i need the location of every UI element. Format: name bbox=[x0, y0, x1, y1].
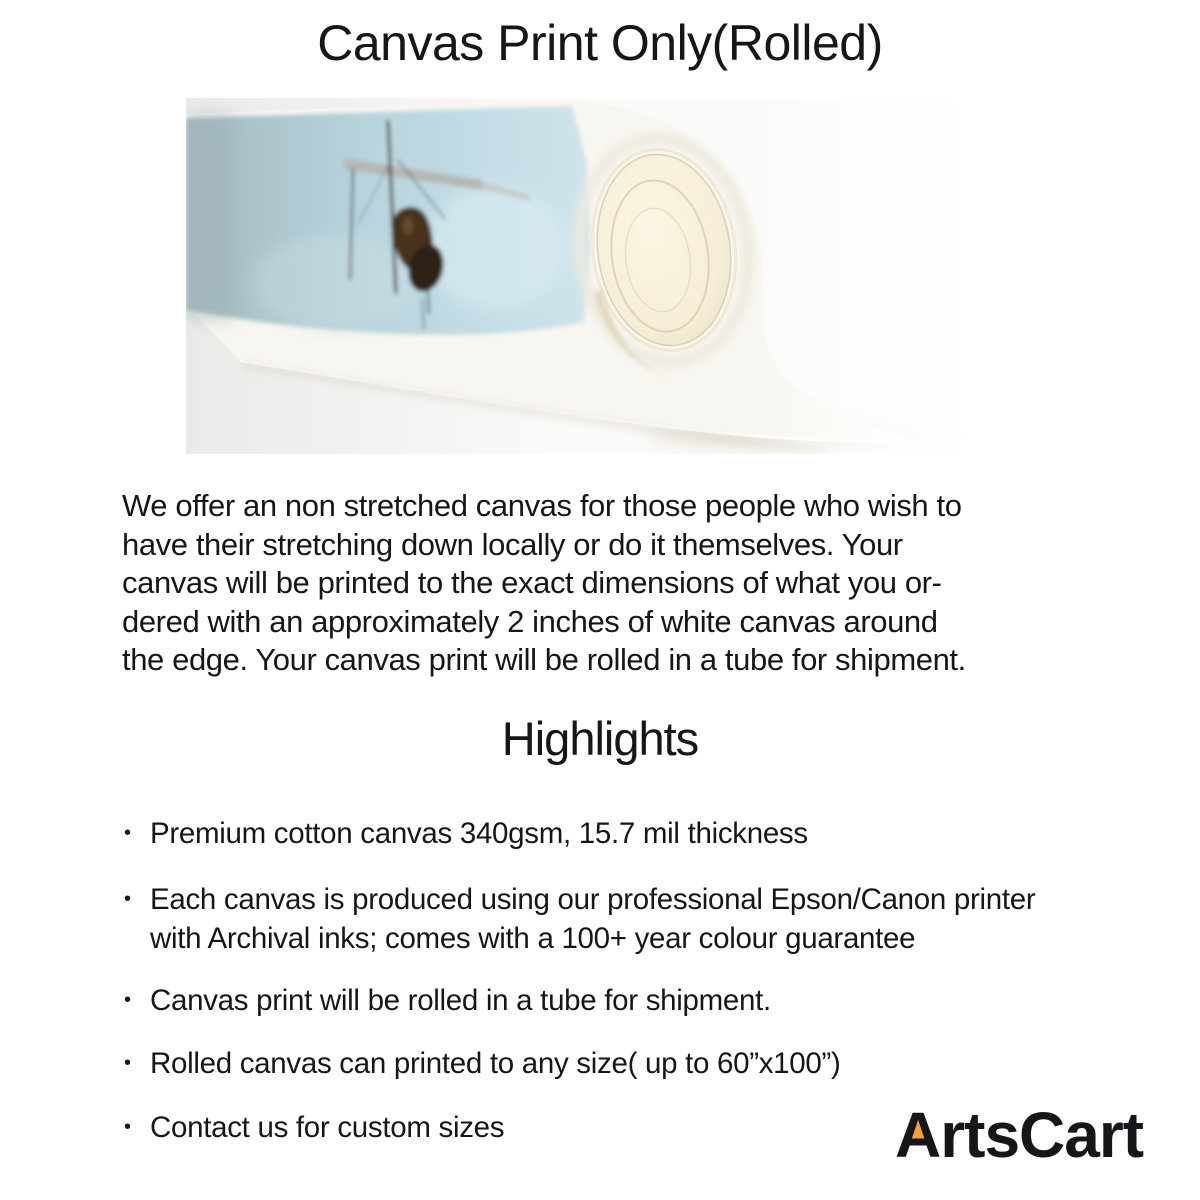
logo-text: ArtsCart bbox=[895, 1099, 1144, 1171]
description-line: the edge. Your canvas print will be rolled in a tube for shipment. bbox=[122, 642, 966, 678]
rolled-canvas-photo bbox=[186, 98, 1014, 454]
bullet-icon: • bbox=[124, 888, 131, 910]
product-photo bbox=[186, 98, 1014, 454]
description-line: canvas will be printed to the exact dimensions of what you or- bbox=[122, 565, 942, 601]
bullet-icon: • bbox=[124, 1052, 131, 1074]
photo-right-fade bbox=[746, 98, 1014, 454]
highlights-heading: Highlights bbox=[501, 712, 699, 765]
highlight-text: Rolled canvas can printed to any size( up to 60”x100”) bbox=[150, 1047, 841, 1080]
bullet-icon: • bbox=[124, 989, 131, 1011]
highlight-text: Contact us for custom sizes bbox=[150, 1111, 505, 1144]
description-line: We offer an non stretched canvas for those people who wish to bbox=[122, 488, 962, 523]
artscart-logo bbox=[893, 1097, 1173, 1175]
highlight-item bbox=[124, 880, 1035, 958]
highlight-item bbox=[124, 1108, 504, 1147]
highlight-text: with Archival inks; comes with a 100+ year colour guarantee bbox=[150, 922, 916, 955]
printed-artwork bbox=[186, 106, 590, 335]
description-line: dered with an approximately 2 inches of white canvas around bbox=[122, 603, 938, 639]
highlight-text: Premium cotton canvas 340gsm, 15.7 mil thickness bbox=[150, 817, 808, 850]
description-line: have their stretching down locally or do it themselves. Your bbox=[122, 526, 903, 562]
highlight-item bbox=[124, 981, 771, 1020]
highlight-text: Canvas print will be rolled in a tube for shipment. bbox=[150, 984, 771, 1017]
description-paragraph bbox=[122, 487, 966, 680]
page-title: Canvas Print Only(Rolled) bbox=[317, 15, 883, 71]
highlight-item bbox=[124, 1044, 841, 1083]
bullet-icon: • bbox=[124, 1116, 131, 1138]
highlight-item bbox=[124, 814, 808, 853]
highlight-text: Each canvas is produced using our professional Epson/Canon printer bbox=[150, 883, 1036, 916]
bullet-icon: • bbox=[124, 822, 131, 844]
